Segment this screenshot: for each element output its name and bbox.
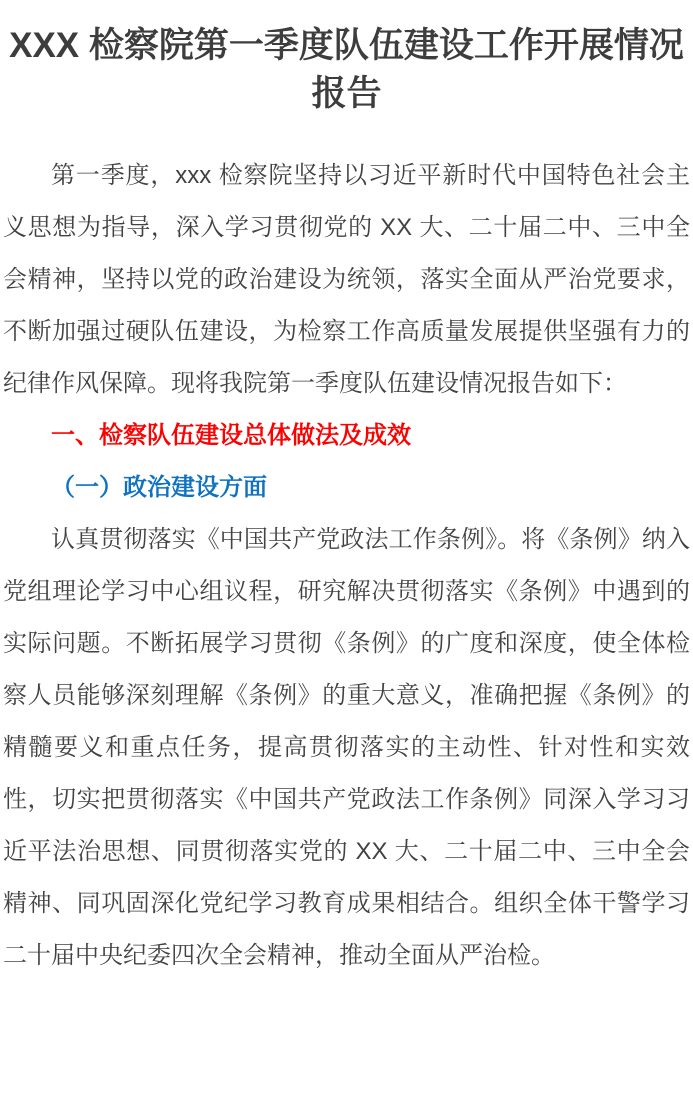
intro-paragraph: 第一季度，xxx 检察院坚持以习近平新时代中国特色社会主义思想为指导，深入学习贯彻党的 XX 大、二十届二中、三中全会精神，坚持以党的政治建设为统领，落实全面从严治党要求，不断加强过硬队伍建设，为检察工作高质量发展提供坚强有力的纪律作风保障。现将我院第一季度队伍建设情况报告如下： <box>3 162 690 397</box>
document-title: XXX 检察院第一季度队伍建设工作开展情况报告 <box>9 26 684 113</box>
section-heading-overall-practices: 一、检察队伍建设总体做法及成效 <box>51 422 411 449</box>
report-document <box>0 22 693 982</box>
political-building-paragraph: 认真贯彻落实《中国共产党政法工作条例》。将《条例》纳入党组理论学习中心组议程，研究解决贯彻落实《条例》中遇到的实际问题。不断拓展学习贯彻《条例》的广度和深度，使全体检察人员能够深刻理解《条例》的重大意义，准确把握《条例》的精髓要义和重点任务，提高贯彻落实的主动性、针对性和实效性，切实把贯彻落实《中国共产党政法工作条例》同深入学习习近平法治思想、同贯彻落实党的 XX 大、二十届二中、三中全会精神、同巩固深化党纪学习教育成果相结合。组织全体干警学习二十届中央纪委四次全会精神，推动全面从严治检。 <box>3 526 690 969</box>
subsection-heading-political-building: （一）政治建设方面 <box>51 474 267 501</box>
